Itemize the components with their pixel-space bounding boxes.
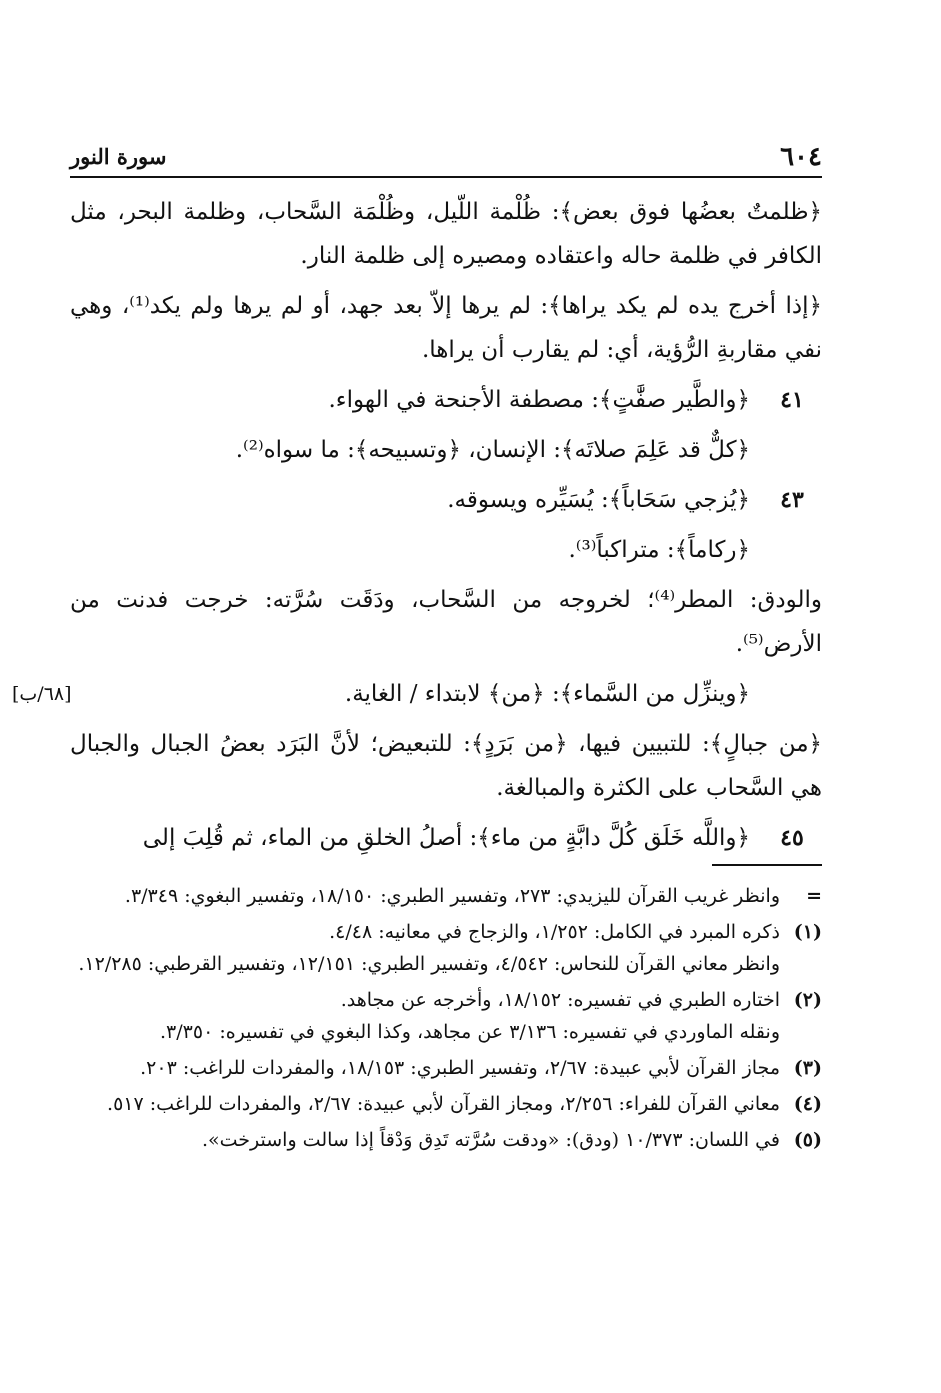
footnote-line: وانظر معاني القرآن للنحاس: ٤/٥٤٢، وتفسير الطبري: ١٢/١٥١، وتفسير القرطبي: ١٢/٢٨٥. — [78, 953, 780, 975]
paragraph — [70, 528, 822, 572]
verse-number: ٤٥ — [780, 825, 804, 851]
verse-number: ٤٣ — [780, 487, 804, 513]
verse-number: ٤١ — [780, 387, 804, 413]
paragraph-text: ﴿ركاماً﴾: متراكباً⁽³⁾. — [568, 537, 750, 563]
footnote-line: في اللسان: ١٠/٣٧٣ (ودق): «ودقت سُرَّته تَدِق وَدْقاً إذا سالت واسترخت». — [201, 1129, 780, 1151]
paragraph — [70, 378, 822, 422]
paragraph-text: ﴿من جبالٍ﴾: للتبيين فيها، ﴿من بَرَدٍ﴾: للتبعيض؛ لأنَّ البَرَد بعضُ الجبال والجبال هي السَّحاب على الكثرة والمبالغة. — [70, 731, 822, 801]
footnote-line: معاني القرآن للفراء: ٢/٢٥٦، ومجاز القرآن لأبي عبيدة: ٢/٦٧، والمفردات للراغب: ٥١٧. — [107, 1093, 780, 1115]
paragraph-text: ﴿والطَّير صفَّٰتٍ﴾: مصطفة الأجنحة في الهواء. — [328, 387, 750, 413]
paragraph — [70, 190, 822, 278]
footnote — [70, 984, 822, 1048]
footnote — [70, 1124, 822, 1156]
footnote-line: ذكره المبرد في الكامل: ١/٢٥٢، والزجاج في معانيه: ٤/٤٨. — [329, 921, 780, 943]
paragraph-text: ﴿يُزجي سَحَاباً﴾: يُسَيِّره ويسوقه. — [447, 487, 750, 513]
footnote — [70, 916, 822, 980]
manuscript-folio-note: [٦٨/ب] — [12, 683, 72, 705]
footnote-separator — [712, 864, 822, 866]
footnote — [70, 1088, 822, 1120]
paragraph-text: والودق: المطر⁽⁴⁾؛ لخروجه من السَّحاب، ودَقَت سُرَّته: خرجت فدنت من الأرض⁽⁵⁾. — [70, 587, 823, 657]
footnote-line: مجاز القرآن لأبي عبيدة: ٢/٦٧، وتفسير الطبري: ١٨/١٥٣، والمفردات للراغب: ٢٠٣. — [140, 1057, 780, 1079]
paragraph-text: ﴿وينزِّل من السَّماء﴾: ﴿من﴾ لابتداء / الغاية. — [344, 681, 750, 707]
footnote-line: ونقله الماوردي في تفسيره: ٣/١٣٦ عن مجاهد، وكذا البغوي في تفسيره: ٣/٣٥٠. — [160, 1021, 780, 1043]
paragraph — [70, 284, 822, 372]
main-text — [12, 190, 823, 866]
paragraph — [70, 816, 822, 860]
footnote — [70, 880, 822, 912]
paragraph — [70, 722, 822, 810]
paragraph-text: ﴿ظلمتٌ بعضُها فوق بعض﴾: ظُلْمة اللّيل، وظُلْمَة السَّحاب، وظلمة البحر، مثل الكافر في ظلمة حاله واعتقاده ومصيره إلى ظلمة النار. — [70, 199, 822, 269]
footnote-line: اختاره الطبري في تفسيره: ١٨/١٥٢، وأخرجه عن مجاهد. — [340, 989, 780, 1011]
paragraph — [70, 428, 822, 472]
footnote-line: وانظر غريب القرآن لليزيدي: ٢٧٣، وتفسير الطبري: ١٨/١٥٠، وتفسير البغوي: ٣/٣٤٩. — [124, 885, 780, 907]
paragraph — [70, 478, 822, 522]
footnote-marker: (٤) — [793, 1093, 822, 1115]
footnote-marker: (٣) — [793, 1057, 822, 1079]
paragraph-text: ﴿إذا أخرج يده لم يكد يراها﴾: لم يرها إلاّ بعد جهد، أو لم يرها ولم يكد⁽¹⁾، وهي نفي مقاربةِ الرُّؤية، أي: لم يقارب أن يراها. — [70, 293, 822, 363]
footnote-marker: (٢) — [793, 989, 822, 1011]
paragraph-text: ﴿كلٌّ قد عَلِمَ صلاتَه﴾: الإنسان، ﴿وتسبيحه﴾: ما سواه⁽²⁾. — [235, 437, 750, 463]
surah-title: سورة النور — [70, 144, 167, 169]
paragraph — [70, 578, 822, 666]
page-header — [70, 140, 822, 178]
footnote-marker: = — [806, 885, 822, 907]
footnotes — [70, 880, 822, 1160]
footnote-marker: (١) — [793, 921, 822, 943]
page-number: ٦٠٤ — [780, 142, 822, 172]
footnote-marker: (٥) — [793, 1129, 822, 1151]
footnote — [70, 1052, 822, 1084]
paragraph — [12, 672, 822, 716]
paragraph-text: ﴿واللَّه خَلَق كُلَّ دابَّةٍ من ماء﴾: أصلُ الخلقِ من الماء، ثم قُلِبَ إلى — [142, 825, 750, 851]
